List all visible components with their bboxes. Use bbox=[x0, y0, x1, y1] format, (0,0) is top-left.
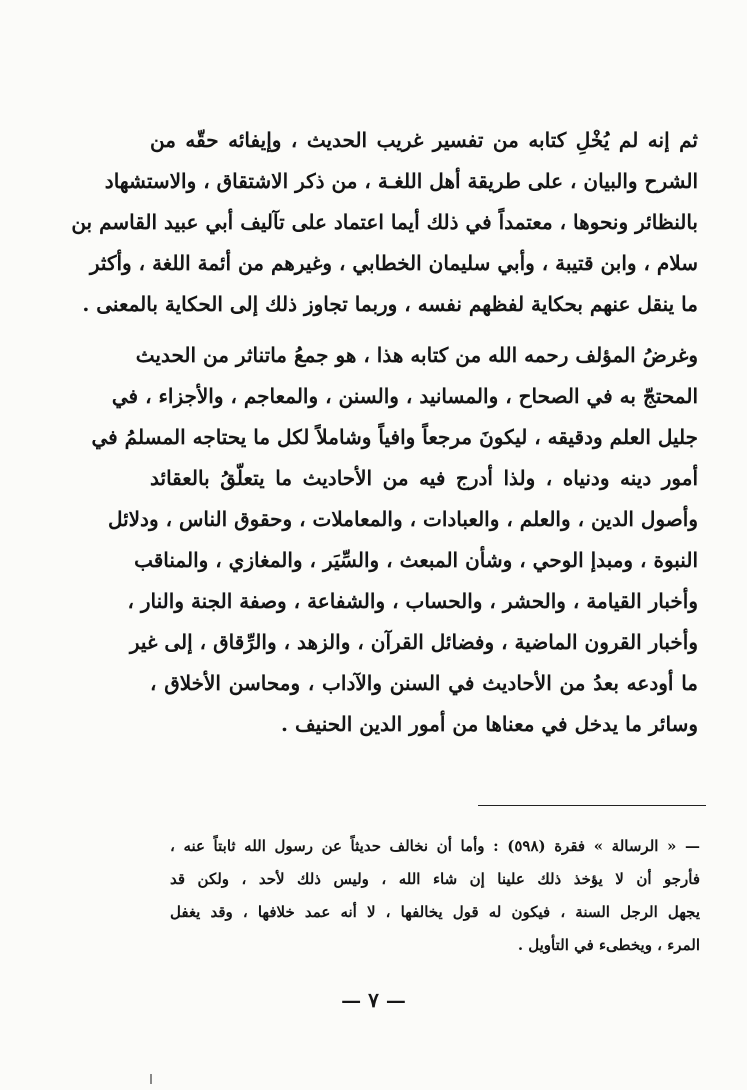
text-line: سلام ، وابن قتيبة ، وأبي سليمان الخطابي ، وغيرهم من أئمة اللغة ، وأكثر bbox=[89, 251, 698, 275]
text-line: جليل العلم ودقيقه ، ليكونَ مرجعاً وافياً وشاملاً لكل ما يحتاجه المسلمُ في bbox=[91, 425, 698, 449]
text-line: النبوة ، ومبدإ الوحي ، وشأن المبعث ، والسِّيَر ، والمغازي ، والمناقب bbox=[134, 548, 698, 572]
text-line: المحتجّ به في الصحاح ، والمسانيد ، والسنن ، والمعاجم ، والأجزاء ، في bbox=[111, 384, 698, 408]
text-line: الشرح والبيان ، على طريقة أهل اللغـة ، من ذكر الاشتقاق ، والاستشهاد bbox=[104, 169, 698, 193]
text-line: ثم إنه لم يُخْلِ كتابه من تفسير غريب الحديث ، وإيفائه حقّه من bbox=[150, 128, 698, 152]
text-line: وغرضُ المؤلف رحمه الله من كتابه هذا ، هو جمعُ ماتناثر من الحديث bbox=[135, 343, 698, 367]
footnote-block bbox=[170, 830, 700, 962]
text-line: وأصول الدين ، والعلم ، والعبادات ، والمعاملات ، وحقوق الناس ، ودلائل bbox=[107, 507, 698, 531]
footnote-separator bbox=[478, 805, 706, 806]
text-line: ما ينقل عنهم بحكاية لفظهم نفسه ، وربما تجاوز ذلك إلى الحكاية بالمعنى . bbox=[82, 292, 698, 316]
page-number: — ٧ — bbox=[341, 988, 406, 1012]
scan-speck bbox=[150, 1074, 152, 1084]
paragraph-gap bbox=[150, 325, 698, 335]
footnote-line: فأرجو أن لا يؤخذ ذلك علينا إن شاء الله ، وليس ذلك لأحد ، ولكن قد bbox=[170, 870, 700, 888]
text-line: وأخبار القرون الماضية ، وفضائل القرآن ، والزهد ، والرِّقاق ، إلى غير bbox=[129, 630, 698, 654]
text-line: وأخبار القيامة ، والحشر ، والحساب ، والشفاعة ، وصفة الجنة والنار ، bbox=[127, 589, 698, 613]
text-line: أمور دينه ودنياه ، ولذا أدرج فيه من الأحاديث ما يتعلّقُ بالعقائد bbox=[150, 466, 698, 490]
text-line: وسائر ما يدخل في معناها من أمور الدين الحنيف . bbox=[281, 712, 698, 736]
footnote-line: — « الرسالة » فقرة (٥٩٨) : وأما أن نخالف حديثاً عن رسول الله ثابتاً عنه ، bbox=[170, 837, 701, 855]
main-text-block bbox=[71, 120, 699, 745]
text-line: بالنظائر ونحوها ، معتمداً في ذلك أيما اعتماد على تآليف أبي عبيد القاسم بن bbox=[71, 210, 698, 234]
footnote-line: المرء ، ويخطىء في التأويل . bbox=[517, 936, 700, 954]
footnote-line: يجهل الرجل السنة ، فيكون له قول يخالفها ، لا أنه عمد خلافها ، وقد يغفل bbox=[170, 903, 700, 921]
text-line: ما أودعه بعدُ من الأحاديث في السنن والآداب ، ومحاسن الأخلاق ، bbox=[150, 671, 699, 695]
